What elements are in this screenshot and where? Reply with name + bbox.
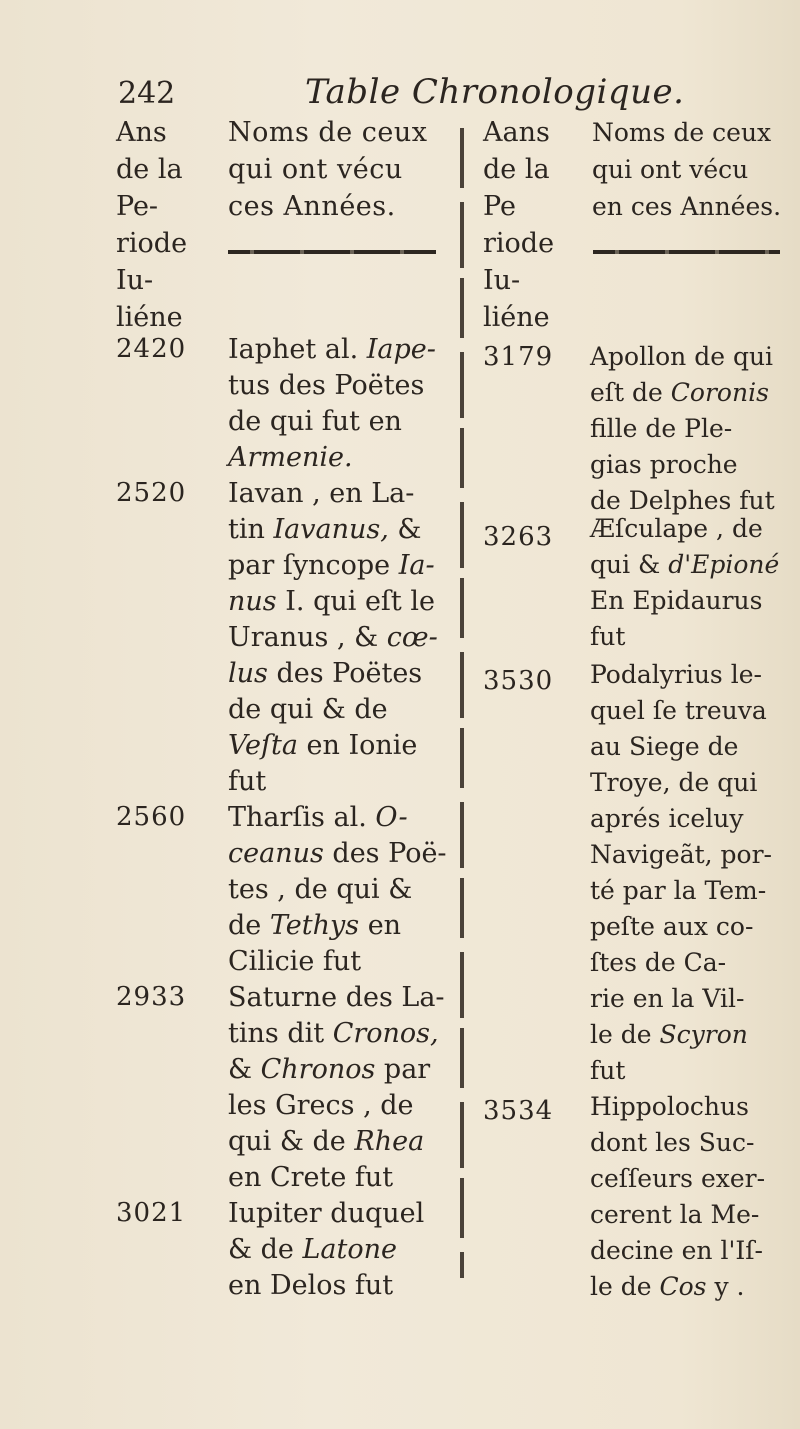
entry-line: fut	[590, 622, 626, 651]
entry-line: decine en l'Iſ-	[590, 1236, 763, 1265]
entry-line: de qui & de	[228, 694, 388, 725]
entry-line: Saturne des La-	[228, 982, 445, 1013]
entry-line: Troye, de qui	[590, 768, 758, 797]
entry-line: Cilicie fut	[228, 946, 362, 977]
entry-line: au Siege de	[590, 732, 739, 761]
entry-line: de Tethys en	[228, 910, 402, 941]
page-number: 242	[118, 76, 176, 111]
entry-line: lus des Poëtes	[228, 658, 423, 689]
entry-line: de Delphes fut	[590, 486, 775, 515]
entry-line: Apollon de qui	[590, 342, 774, 371]
entry-line: En Epidaurus	[590, 586, 763, 615]
page-header	[0, 70, 800, 120]
entry-line: rie en la Vil-	[590, 984, 745, 1013]
entry-line: té par la Tem-	[590, 876, 767, 905]
entry-line: nus I. qui eſt le	[228, 586, 435, 617]
entry-line: le de Scyron	[590, 1020, 748, 1049]
entry-line: qui & d'Epioné	[590, 550, 780, 579]
entry-line: ſtes de Ca-	[590, 948, 727, 977]
entry-line: peſte aux co-	[590, 912, 754, 941]
entry-year: 3534	[483, 1096, 554, 1126]
entry-line: en Delos fut	[228, 1270, 394, 1301]
running-title: Table Chronologique.	[305, 72, 685, 112]
entry-year: 2933	[116, 982, 187, 1012]
entry-year: 3530	[483, 666, 554, 696]
entry-line: & Chronos par	[228, 1054, 431, 1085]
entry-year: 2560	[116, 802, 187, 832]
entry-line: par ſyncope Ia-	[228, 550, 435, 581]
right-names-column-heading: Noms de ceux qui ont vécu en ces Années.	[592, 118, 782, 221]
entry-line: Uranus , & cœ-	[228, 622, 438, 653]
entry-line: Æſculape , de	[590, 514, 763, 543]
entry-line: en Crete fut	[228, 1162, 394, 1193]
entry-line: Navigeãt, por-	[590, 840, 772, 869]
entry-year: 3179	[483, 342, 554, 372]
entry-line: cerent la Me-	[590, 1200, 760, 1229]
left-years-column-heading: Ans de la Pe- riode Iu- liéne	[116, 117, 188, 333]
entry-line: tin Iavanus, &	[228, 514, 422, 545]
left-heading-rule	[228, 250, 436, 254]
entry-line: les Grecs , de	[228, 1090, 414, 1121]
entry-line: aprés iceluy	[590, 804, 744, 833]
entry-line: Podalyrius le-	[590, 660, 762, 689]
left-names-column-heading: Noms de ceux qui ont vécu ces Années.	[228, 117, 428, 222]
entry-line: Tharſis al. O-	[228, 802, 408, 833]
column-divider	[460, 128, 464, 1278]
entry-line: fille de Ple-	[590, 414, 733, 443]
entry-line: le de Cos y .	[590, 1272, 745, 1301]
entry-line: & de Latone	[228, 1234, 397, 1265]
entry-line: tins dit Cronos,	[228, 1018, 439, 1049]
entry-line: Iupiter duquel	[228, 1198, 425, 1229]
entry-line: Hippolochus	[590, 1092, 749, 1121]
entry-line: fut	[590, 1056, 626, 1085]
entry-line: dont les Suc-	[590, 1128, 755, 1157]
right-heading-rule	[593, 250, 780, 254]
entry-year: 2420	[116, 334, 187, 364]
entry-line: fut	[228, 766, 267, 797]
entry-year: 3263	[483, 522, 554, 552]
entry-line: ceſſeurs exer-	[590, 1164, 766, 1193]
entry-year: 3021	[116, 1198, 187, 1228]
entry-line: gias proche	[590, 450, 738, 479]
entry-line: Armenie.	[228, 442, 353, 473]
entry-line: quel ſe treuva	[590, 696, 767, 725]
entry-line: tes , de qui &	[228, 874, 413, 905]
entry-line: Iaphet al. Iape-	[228, 334, 436, 365]
entry-line: tus des Poëtes	[228, 370, 425, 401]
entry-line: ceanus des Poë-	[228, 838, 447, 869]
entry-line: qui & de Rhea	[228, 1126, 425, 1157]
entry-year: 2520	[116, 478, 187, 508]
entry-line: eſt de Coronis	[590, 378, 769, 407]
entry-line: Veſta en Ionie	[228, 730, 418, 761]
right-years-column-heading: Aans de la Pe riode Iu- liéne	[483, 117, 555, 333]
entry-line: Iavan , en La-	[228, 478, 415, 509]
entry-line: de qui fut en	[228, 406, 402, 437]
